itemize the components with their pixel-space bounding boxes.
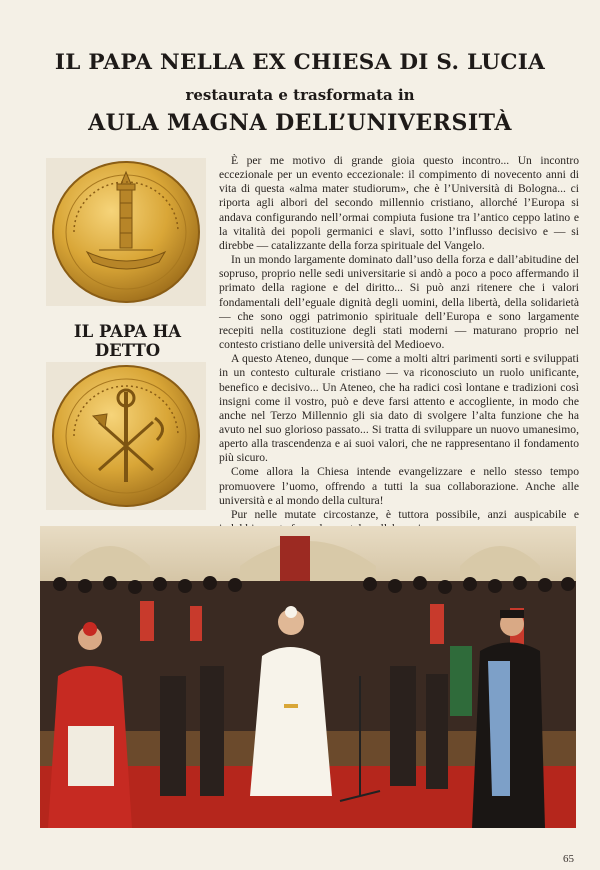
ceremony-photo [40, 526, 576, 828]
medal-image-top [46, 158, 206, 306]
page-number: 65 [563, 853, 574, 865]
medal-crest-icon [49, 362, 203, 510]
article-paragraph: A questo Ateneo, dunque — come a molti altri parimenti sorti e sviluppati in un contesto culturale cristiano — va riconosciuto un ruolo unificante, benefico e decisivo... Un Ateneo, che ha radici così lontane e tradizioni così insigni come il vostro, può e deve farsi attento e accogliente, in modo che anche nel Terzo Millennio gli sia dato di svolgere l’alta funzione che ha avuto nel suo glorioso passato... Si tratta di sviluppare un nuovo umanesimo, aperto alla trascendenza e ai suoi valori, che ne rappresentano il fondamento più sicuro. [219, 352, 579, 465]
article-body [219, 154, 579, 536]
article-paragraph: Pur nelle mutate circostanze, è tuttora possibile, anzi auspicabile e [231, 507, 579, 521]
medal-image-bottom [46, 362, 206, 510]
page-title: IL PAPA NELLA EX CHIESA DI S. LUCIA [54, 50, 546, 75]
medal-lighthouse-icon [49, 158, 203, 306]
article-paragraph: Come allora la Chiesa intende evangelizzare e nello stesso tempo promuovere l’uomo, offrendo a tutti la sua collaborazione. Anche alle università e al mondo della cultura! [219, 465, 579, 507]
article-paragraph: In un mondo largamente dominato dall’uso della forza e dall’abitudine del sopruso, proprio nelle sedi universitarie si andò a poco a poco affermando il primato della ragione e del diritto... Si può anzi ritenere che i valori fondamentali dell’eguale dignità degli uomini, della libertà, della solidarietà — che sono oggi patrimonio spirituale dell’Europa e sono largamente recepiti nella costituzione degli stati moderni — maturano proprio nel contesto cristiano delle università del Medioevo. [219, 253, 579, 352]
ceremony-scene-image [40, 526, 576, 828]
article-paragraph: È per me motivo di grande gioia questo incontro... Un incontro eccezionale per un evento eccezionale: il compimento di novecento anni di vita di questa «alma mater studiorum», che è l’Università di Bologna... ci riporta agli albori del secondo millennio cristiano, allorché l’Europa si andava configurando nell’ormai compiuta fusione tra l’antico ceppo latino e la vitalità dei popoli germanici e slavi, sotto l’influsso decisivo e — si direbbe — catalizzante della forza spirituale del Vangelo. [219, 154, 579, 252]
page-title-secondary: AULA MAGNA DELL’UNIVERSITÀ [88, 110, 512, 136]
quote-heading: IL PAPA HA DETTO [73, 322, 182, 360]
page-subtitle: restaurata e trasformata in [185, 86, 415, 104]
